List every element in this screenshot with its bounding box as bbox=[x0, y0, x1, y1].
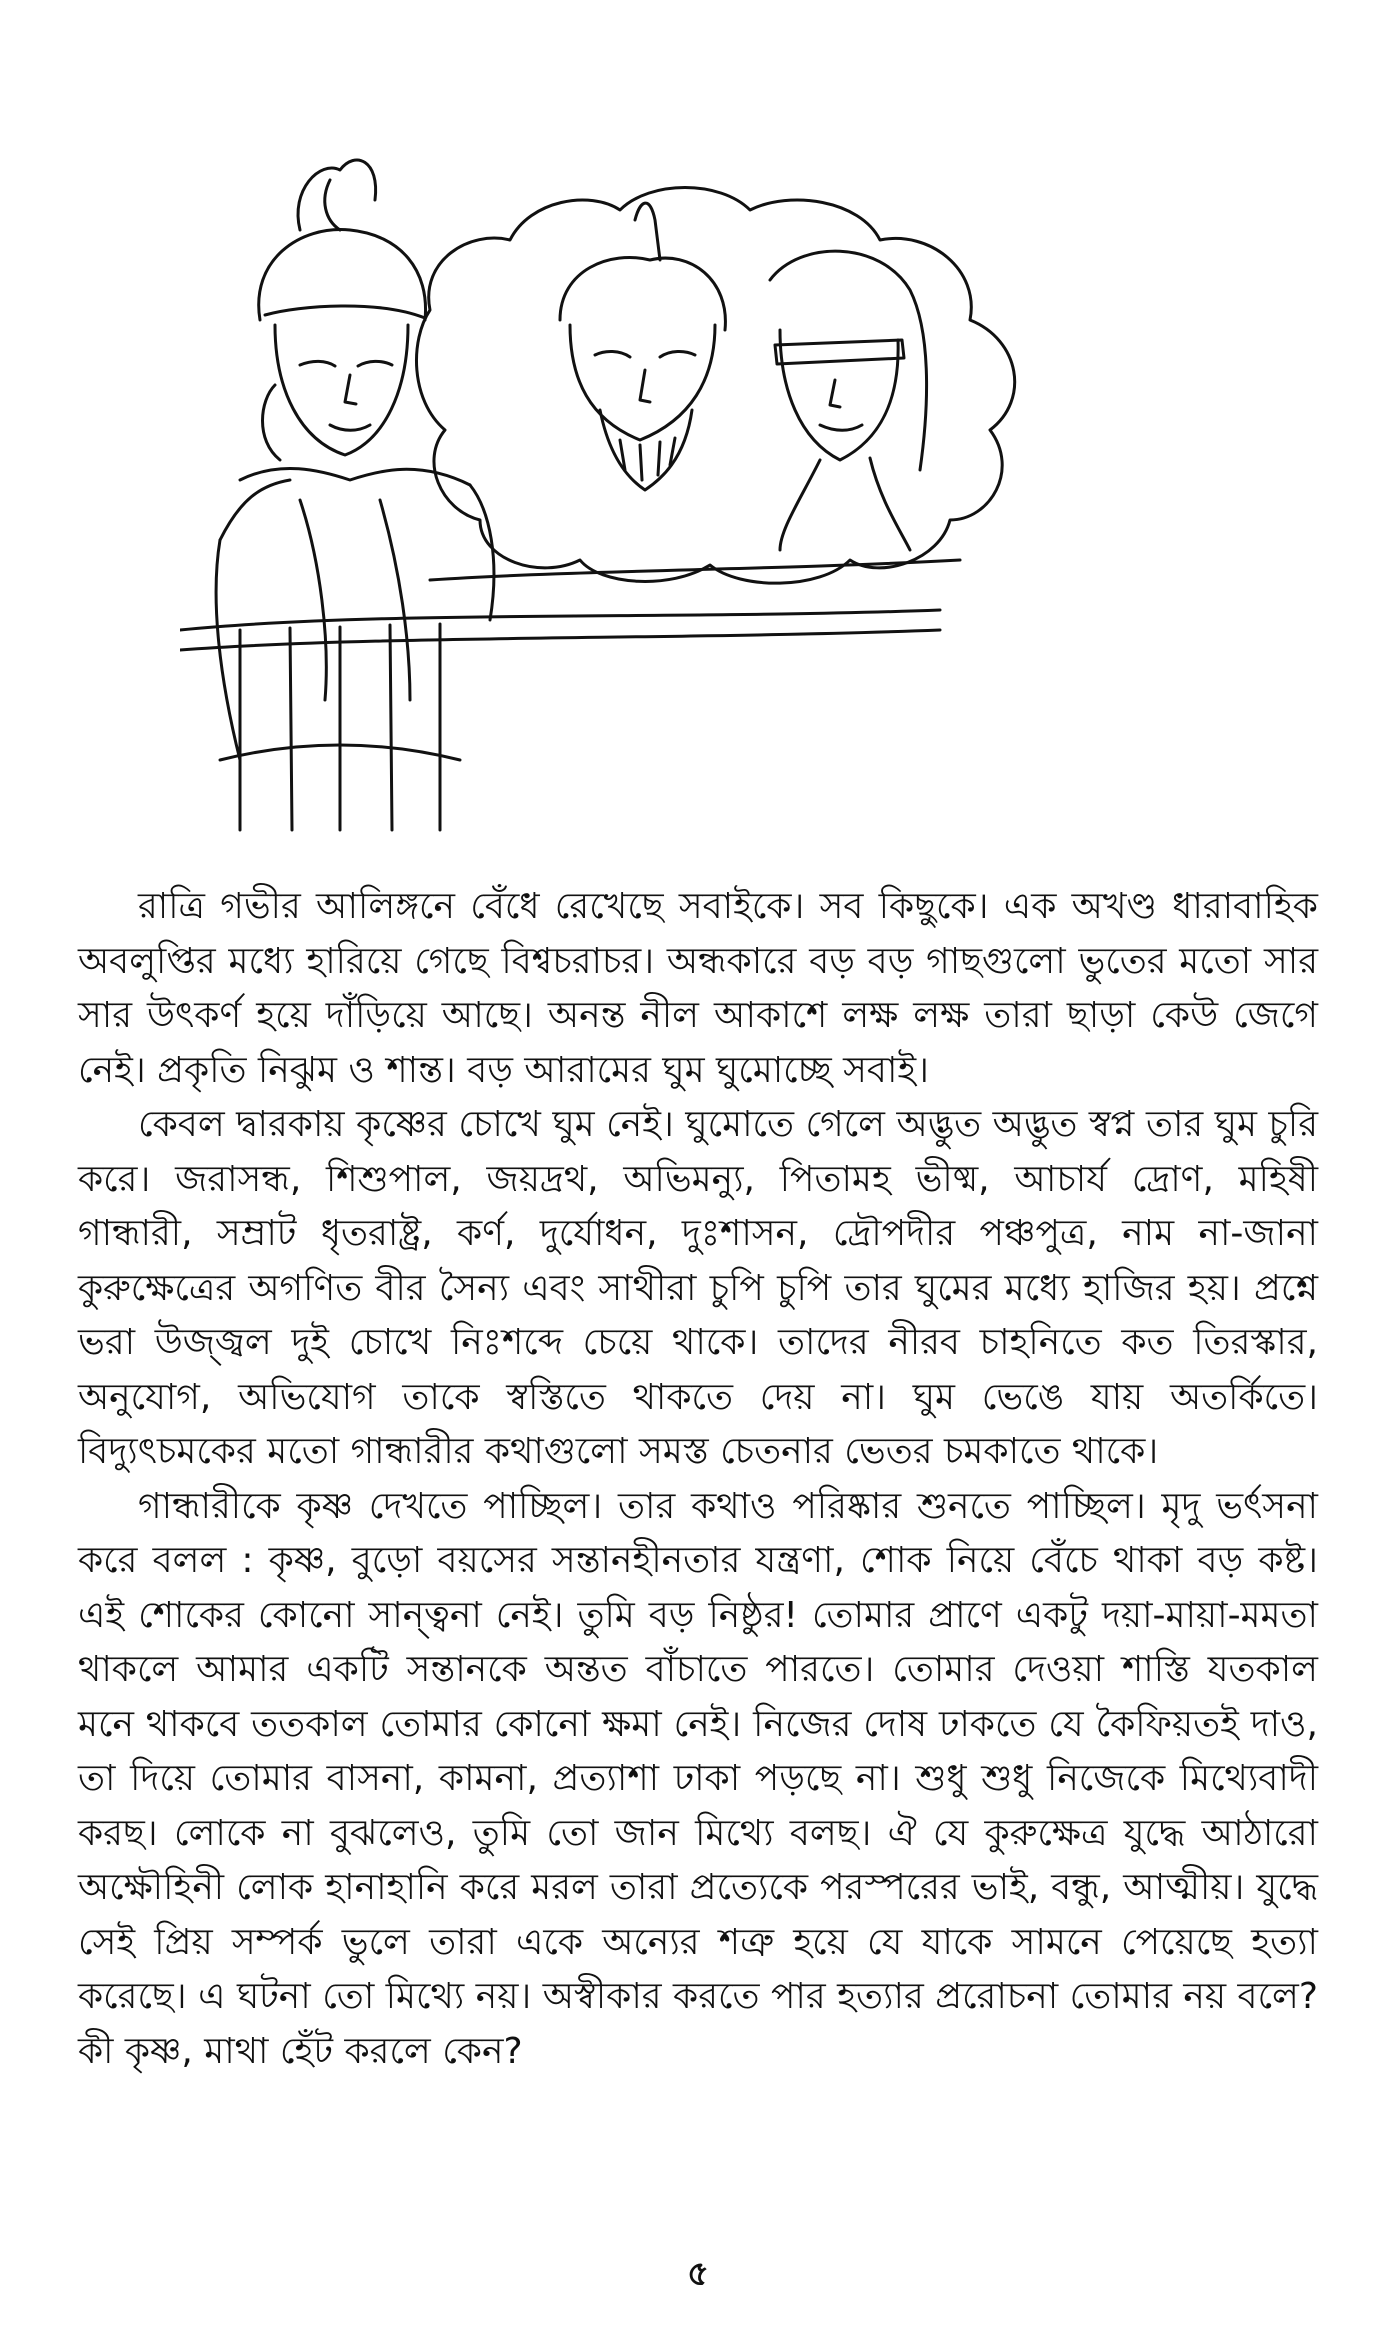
thought-cloud bbox=[416, 188, 1014, 584]
paragraph-1: রাত্রি গভীর আলিঙ্গনে বেঁধে রেখেছে সবাইকে। সব কিছুকে। এক অখণ্ড ধারাবাহিক অবলুপ্তির মধ্যে হারিয়ে গেছে বিশ্বচরাচর। অন্ধকারে বড় বড় গাছগুলো ভুতের মতো সার সার উৎকর্ণ হয়ে দাঁড়িয়ে আছে। অনন্ত নীল আকাশে লক্ষ লক্ষ তারা ছাড়া কেউ জেগে নেই। প্রকৃতি নিঝুম ও শান্ত। বড় আরামের ঘুম ঘুমোচ্ছে সবাই। bbox=[78, 886, 1318, 1091]
illustration bbox=[180, 140, 1200, 840]
paragraph-2: কেবল দ্বারকায় কৃষ্ণের চোখে ঘুম নেই। ঘুমোতে গেলে অদ্ভুত অদ্ভুত স্বপ্ন তার ঘুম চুরি করে। জরাসন্ধ, শিশুপাল, জয়দ্রথ, অভিমন্যু, পিতামহ ভীষ্ম, আচার্য দ্রোণ, মহিষী গান্ধারী, সম্রাট ধৃতরাষ্ট্র, কর্ণ, দুর্যোধন, দুঃশাসন, দ্রৌপদীর পঞ্চপুত্র, নাম না-জানা কুরুক্ষেত্রের অগণিত বীর সৈন্য এবং সাথীরা চুপি চুপি তার ঘুমের মধ্যে হাজির হয়। প্রশ্নে ভরা উজ্জ্বল দুই চোখে নিঃশব্দে চেয়ে থাকে। তাদের নীরব চাহনিতে কত তিরস্কার, অনুযোগ, অভিযোগ তাকে স্বস্তিতে থাকতে দেয় না। ঘুম ভেঙে যায় অতর্কিতে। বিদ্যুৎচমকের মতো গান্ধারীর কথাগুলো সমস্ত চেতনার ভেতর চমকাতে থাকে। bbox=[78, 1104, 1318, 1472]
balcony-railing bbox=[180, 560, 960, 830]
page-number: ৫ bbox=[686, 2254, 710, 2294]
paragraph-3: গান্ধারীকে কৃষ্ণ দেখতে পাচ্ছিল। তার কথাও পরিষ্কার শুনতে পাচ্ছিল। মৃদু ভর্ৎসনা করে বলল : কৃষ্ণ, বুড়ো বয়সের সন্তানহীনতার যন্ত্রণা, শোক নিয়ে বেঁচে থাকা বড় কষ্ট। এই শোকের কোনো সান্ত্বনা নেই। তুমি বড় নিষ্ঠুর! তোমার প্রাণে একটু দয়া-মায়া-মমতা থাকলে আমার একটি সন্তানকে অন্তত বাঁচাতে পারতে। তোমার দেওয়া শাস্তি যতকাল মনে থাকবে ততকাল তোমার কোনো ক্ষমা নেই। নিজের দোষ ঢাকতে যে কৈফিয়তই দাও, তা দিয়ে তোমার বাসনা, কামনা, প্রত্যাশা ঢাকা পড়ছে না। শুধু শুধু নিজেকে মিথ্যেবাদী করছ। লোকে না বুঝলেও, তুমি তো জান মিথ্যে বলছ। ঐ যে কুরুক্ষেত্র যুদ্ধে আঠারো অক্ষৌহিনী লোক হানাহানি করে মরল তারা প্রত্যেকে পরস্পরের ভাই, বন্ধু, আত্মীয়। যুদ্ধে সেই প্রিয় সম্পর্ক ভুলে তারা একে অন্যের শত্রু হয়ে যে যাকে সামনে পেয়েছে হত্যা করেছে। এ ঘটনা তো মিথ্যে নয়। অস্বীকার করতে পার হত্যার প্ররোচনা তোমার নয় বলে? কী কৃষ্ণ, মাথা হেঁট করলে কেন? bbox=[78, 1485, 1318, 2072]
dhritarashtra-figure bbox=[560, 203, 725, 490]
body-text bbox=[78, 880, 1318, 2079]
gandhari-figure bbox=[770, 251, 927, 550]
